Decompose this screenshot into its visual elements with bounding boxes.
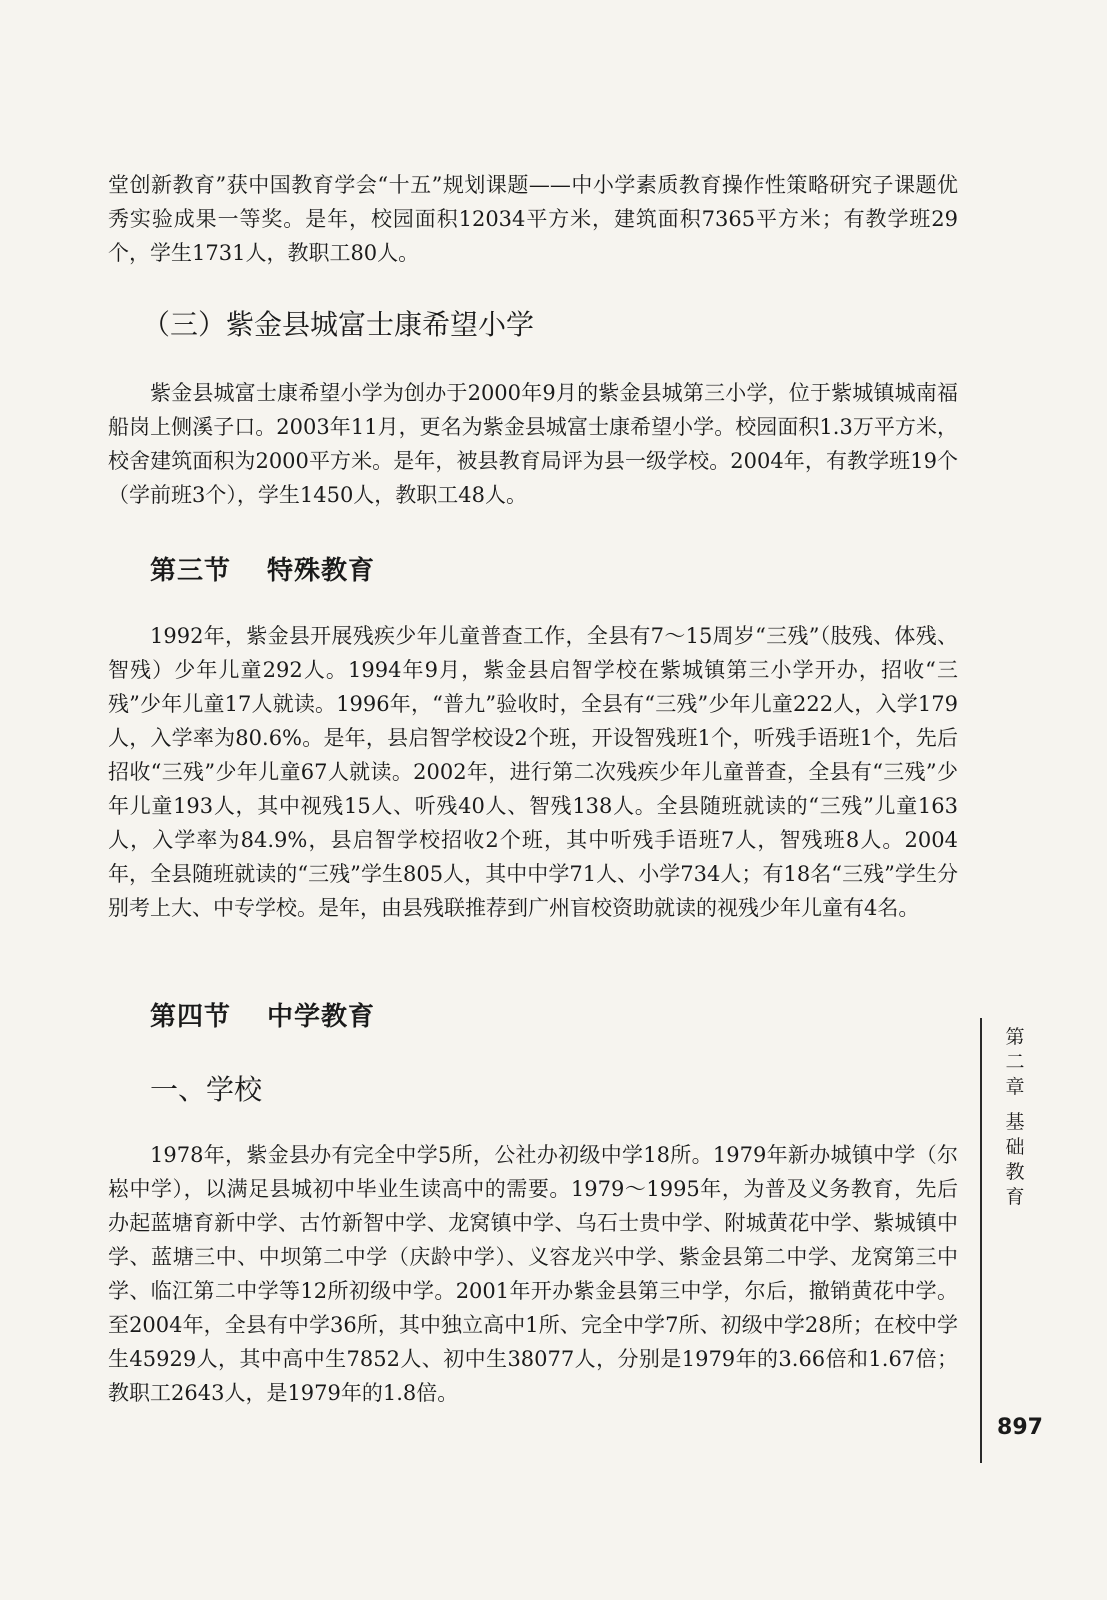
chapter-name-label: 基 础 教 育 [1005,1111,1025,1208]
paragraph-schools: 1978年，紫金县办有完全中学5所，公社办初级中学18所。1979年新办城镇中学（尔崧中学），以满足县城初中毕业生读高中的需要。1979～1995年，为普及义务教育，先后办起蓝塘育新中学、古竹新智中学、龙窝镇中学、乌石士贵中学、附城黄花中学、紫城镇中学、蓝塘三中、中坝第二中学（庆龄中学）、义容龙兴中学、紫金县第二中学、龙窝第三中学、临江第二中学等12所初级中学。2001年开办紫金县第三中学，尔后，撤销黄花中学。至2004年，全县有中学36所，其中独立高中1所、完全中学7所、初级中学28所；在校中学生45929人，其中高中生7852人、初中生38077人，分别是1979年的3.66倍和1.67倍；教职工2643人，是1979年的1.8倍。 [108,1143,958,1405]
paragraph-fushikang: 紫金县城富士康希望小学为创办于2000年9月的紫金县城第三小学，位于紫城镇城南福船岗上侧溪子口。2003年11月，更名为紫金县城富士康希望小学。校园面积1.3万平方米，校舍建筑面积为2000平方米。是年，被县教育局评为县一级学校。2004年，有教学班19个（学前班3个），学生1450人，教职工48人。 [108,381,958,507]
subsection-title-fushikang: （三）紫金县城富士康希望小学 [142,308,535,341]
section-number: 第四节 [150,1002,232,1032]
section-number: 第三节 [150,556,232,586]
page-number: 897 [997,1415,1043,1440]
section-title-secondary-education [150,996,375,1033]
margin-rule [980,1018,982,1463]
section-title-special-education [150,550,375,587]
chapter-number-label: 第 二 章 [1005,1026,1025,1098]
chapter-margin-label [995,1025,1035,1210]
section-name: 中学教育 [267,1002,376,1032]
section-name: 特殊教育 [267,556,376,586]
paragraph-special-education: 1992年，紫金县开展残疾少年儿童普查工作，全县有7～15周岁“三残”（肢残、体残、智残）少年儿童292人。1994年9月，紫金县启智学校在紫城镇第三小学开办，招收“三残”少年儿童17人就读。1996年，“普九”验收时，全县有“三残”少年儿童222人，入学179人，入学率为80.6%。是年，县启智学校设2个班，开设智残班1个，听残手语班1个，先后招收“三残”少年儿童67人就读。2002年，进行第二次残疾少年儿童普查，全县有“三残”少年儿童193人，其中视残15人、听残40人、智残138人。全县随班就读的“三残”儿童163人，入学率为84.9%，县启智学校招收2个班，其中听残手语班7人，智残班8人。2004年，全县随班就读的“三残”学生805人，其中中学71人、小学734人；有18名“三残”学生分别考上大、中专学校。是年，由县残联推荐到广州盲校资助就读的视残少年儿童有4名。 [108,624,958,920]
subsection-title-schools: 一、学校 [150,1073,263,1106]
paragraph-continuation: 堂创新教育”获中国教育学会“十五”规划课题——中小学素质教育操作性策略研究子课题优秀实验成果一等奖。是年，校园面积12034平方米，建筑面积7365平方米；有教学班29个，学生1731人，教职工80人。 [108,173,958,265]
